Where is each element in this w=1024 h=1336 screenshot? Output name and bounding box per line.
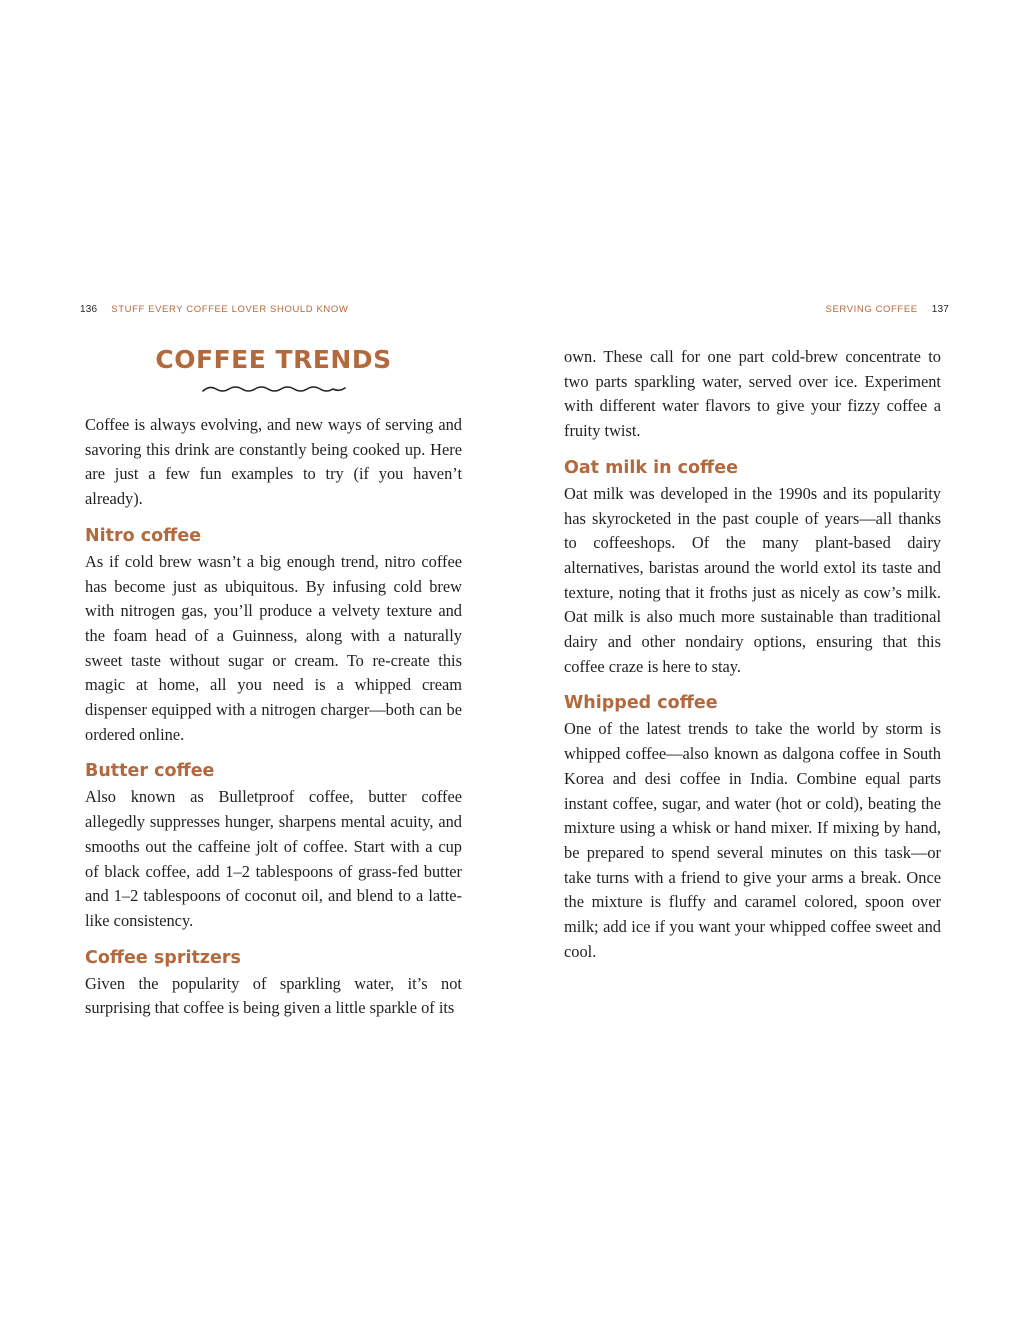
section-body-spritzers-part1: Given the popularity of sparkling water, it’s not surprising that coffee is being given a little sparkle of its bbox=[85, 973, 462, 1018]
left-running-head bbox=[80, 304, 348, 315]
left-page-number: 136 bbox=[80, 304, 98, 315]
right-page-number: 137 bbox=[931, 304, 949, 315]
section-heading-spritzers: Coffee spritzers bbox=[85, 947, 241, 968]
section-heading-nitro: Nitro coffee bbox=[85, 525, 202, 546]
wavy-divider-icon bbox=[201, 383, 347, 395]
section-body-whipped: One of the latest trends to take the world by storm is whipped coffee—also known as dalgona coffee in South Korea and desi coffee in India. Combine equal parts instant coffee, sugar, and water (hot or cold), beating the mixture using a whisk or hand mixer. If mixing by hand, be prepared to spend several minutes on this task—or take turns with a friend to give your arms a break. Once the mixture is fluffy and caramel colored, spoon over milk; add ice if you want your whipped coffee sweet and cool. bbox=[564, 719, 941, 961]
section-heading-oat-milk: Oat milk in coffee bbox=[564, 457, 738, 478]
chapter-title: COFFEE TRENDS bbox=[155, 345, 392, 374]
left-running-title: STUFF EVERY COFFEE LOVER SHOULD KNOW bbox=[111, 304, 349, 315]
section-heading-butter: Butter coffee bbox=[85, 761, 215, 782]
section-body-butter: Also known as Bulletproof coffee, butter coffee allegedly suppresses hunger, sharpens mental acuity, and smooths out the caffeine jolt of coffee. Start with a cup of black coffee, add 1–2 tablespoons of grass-fed butter and 1–2 tablespoons of coconut oil, and blend to a latte-like consistency. bbox=[85, 787, 462, 930]
section-body-spritzers-part2: own. These call for one part cold-brew concentrate to two parts sparkling water, served over ice. Experiment with different water flavors to give your fizzy coffee a fruity twist. bbox=[564, 347, 941, 441]
section-body-nitro: As if cold brew wasn’t a big enough trend, nitro coffee has become just as ubiquitous. By infusing cold brew with nitrogen gas, you’ll produce a velvety texture and the foam head of a Guinness, along with a naturally sweet taste without sugar or cream. To re-create this magic at home, all you need is a whipped cream dispenser equipped with a nitrogen charger—both can be ordered online. bbox=[85, 551, 462, 744]
left-page-column bbox=[85, 345, 462, 1021]
section-body-oat-milk: Oat milk was developed in the 1990s and its popularity has skyrocketed in the past couple of years—all thanks to coffeeshops. Of the many plant-based dairy alternatives, baristas around the world extol its taste and texture, noting that it froths just as nicely as cow’s milk. Oat milk is also much more sustainable than traditional dairy and other nondairy options, ensuring that this coffee craze is here to stay. bbox=[564, 483, 941, 676]
section-heading-whipped: Whipped coffee bbox=[564, 693, 718, 714]
right-running-title: SERVING COFFEE bbox=[825, 304, 918, 315]
right-running-head bbox=[826, 304, 949, 315]
right-page-column bbox=[564, 345, 941, 964]
intro-paragraph: Coffee is always evolving, and new ways of serving and savoring this drink are constantly being cooked up. Here are just a few fun examples to try (if you haven’t already). bbox=[85, 415, 462, 509]
